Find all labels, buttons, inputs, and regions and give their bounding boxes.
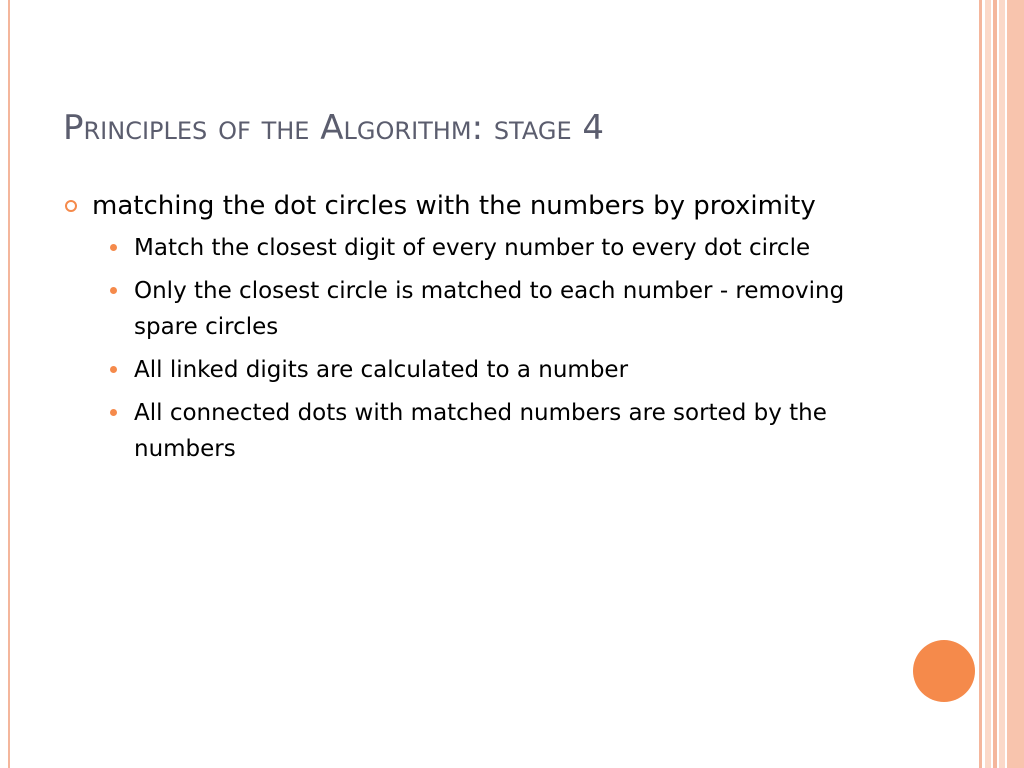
main-bullet-item	[64, 188, 894, 224]
right-stripe	[985, 0, 991, 768]
dot-bullet-icon	[110, 287, 117, 294]
sub-bullet-text: All linked digits are calculated to a number	[134, 357, 629, 383]
right-stripe	[999, 0, 1005, 768]
dot-bullet-icon	[110, 244, 117, 251]
right-stripe	[979, 0, 982, 768]
right-stripe	[1007, 0, 1024, 768]
dot-bullet-icon	[110, 409, 117, 416]
sub-bullet-item	[64, 352, 894, 388]
sub-bullet-item	[64, 230, 894, 266]
sub-bullet-item	[64, 395, 894, 467]
sub-bullet-text: Only the closest circle is matched to each number - removing spare circles	[134, 278, 845, 340]
main-bullet-text: matching the dot circles with the numbers by proximity	[92, 191, 816, 221]
sub-bullet-list	[64, 230, 894, 467]
decorative-circle	[913, 640, 975, 702]
right-stripe	[993, 0, 997, 768]
sub-bullet-text: All connected dots with matched numbers are sorted by the numbers	[134, 400, 827, 462]
ring-bullet-icon	[65, 200, 77, 212]
left-border-line	[8, 0, 10, 768]
slide-content	[64, 188, 894, 474]
slide-title: Principles of the Algorithm: stage 4	[63, 108, 605, 148]
dot-bullet-icon	[110, 366, 117, 373]
sub-bullet-item	[64, 273, 894, 345]
sub-bullet-text: Match the closest digit of every number to every dot circle	[134, 235, 811, 261]
